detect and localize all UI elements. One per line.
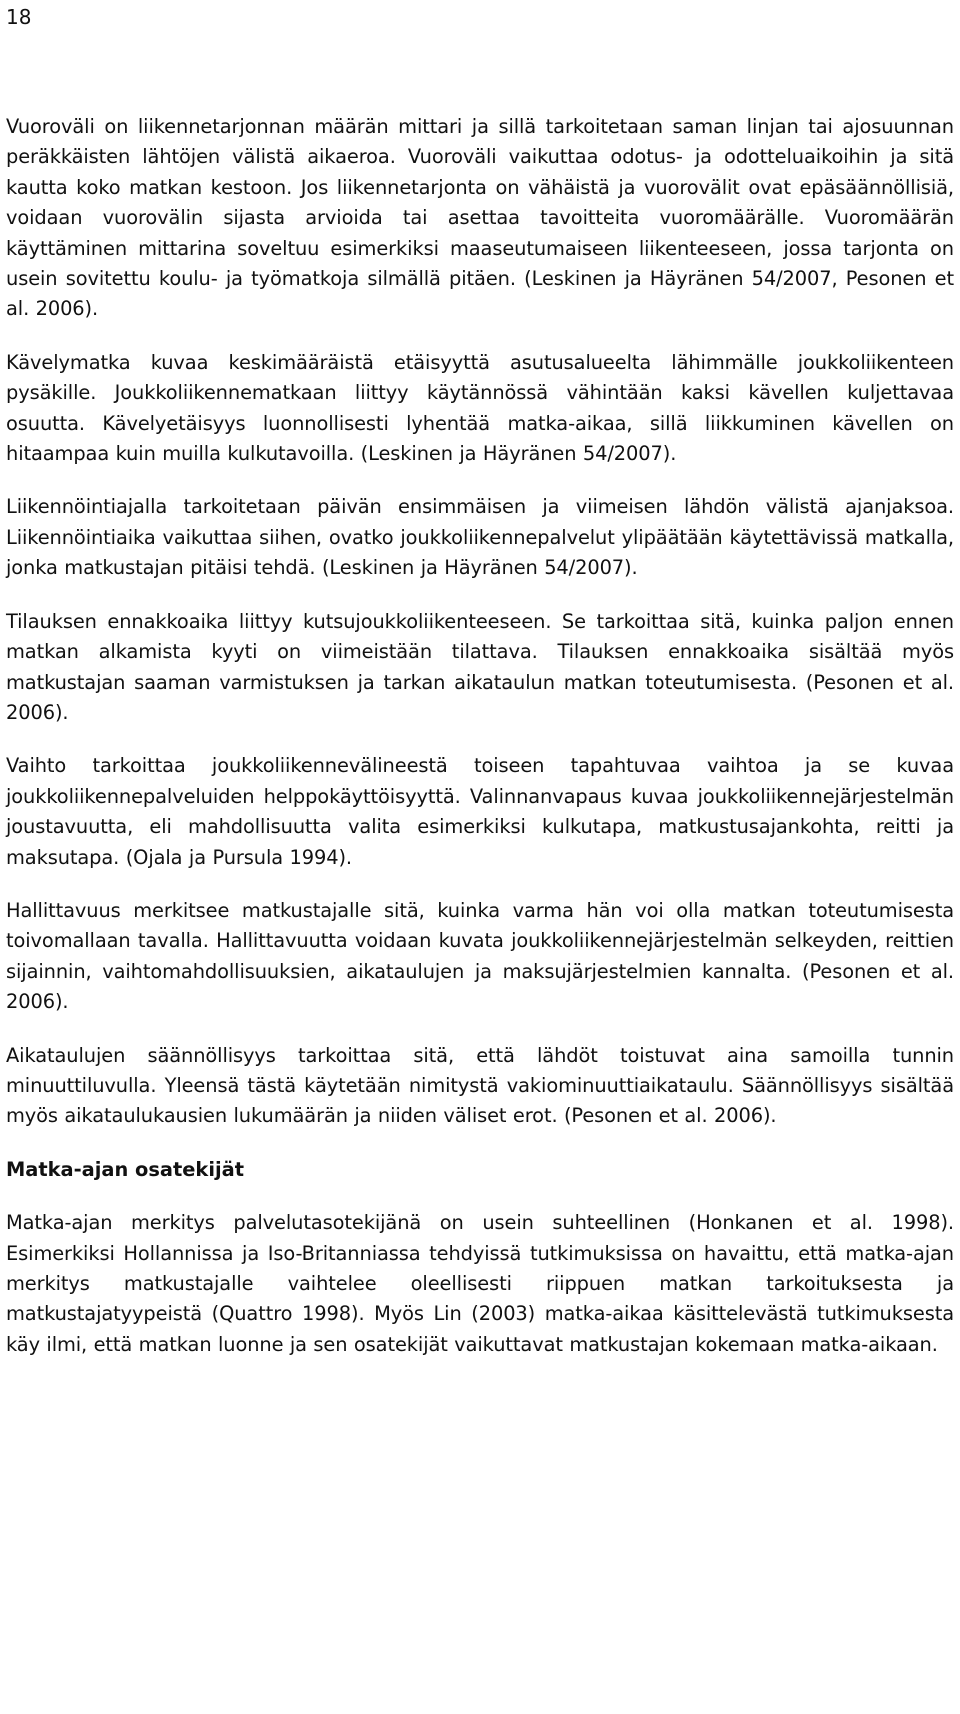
paragraph-controllability: Hallittavuus merkitsee matkustajalle sitä, kuinka varma hän voi olla matkan toteutumisesta toivomallaan tavalla. Hallittavuutta voidaan kuvata joukkoliikennejärjestelmän selkeyden, reittien sijainnin, vaihtomahdollisuuksien, aikataulujen ja maksujärjestelmien kannalta. (Pesonen et al. 2006). (6, 898, 954, 1014)
paragraph-operating-hours: Liikennöintiajalla tarkoitetaan päivän ensimmäisen ja viimeisen lähdön välistä ajanjaksoa. Liikennöintiaika vaikuttaa siihen, ovatko joukkoliikennepalvelut ylipäätään käytettävissä matkalla, jonka matkustajan pitäisi tehdä. (Leskinen ja Häyränen 54/2007). (6, 495, 954, 580)
paragraph-timetable-regularity: Aikataulujen säännöllisyys tarkoittaa sitä, että lähdöt toistuvat aina samoilla tunnin minuuttiluvulla. Yleensä tästä käytetään nimitystä vakiominuuttiaikataulu. Säännöllisyys sisältää myös aikataulukausien lukumäärän ja niiden väliset erot. (Pesonen et al. 2006). (6, 1043, 954, 1128)
paragraph-booking-lead-time: Tilauksen ennakkoaika liittyy kutsujoukkoliikenteeseen. Se tarkoittaa sitä, kuinka paljon ennen matkan alkamista kyyti on viimeistään tilattava. Tilauksen ennakkoaika sisältää myös matkustajan saaman varmistuksen ja tarkan aikataulun matkan toteutumisesta. (Pesonen et al. 2006). (6, 609, 954, 724)
paragraph-headway: Vuoroväli on liikennetarjonnan määrän mittari ja sillä tarkoitetaan saman linjan tai ajosuunnan peräkkäisten lähtöjen välistä aikaeroa. Vuoroväli vaikuttaa odotus- ja odotteluaikoihin ja sitä kautta koko matkan kestoon. Jos liikennetarjonta on vähäistä ja vuorovälit ovat epäsäännöllisiä, voidaan vuorovälin sijasta arvioida tai asettaa tavoitteita vuoromäärälle. Vuoromäärän käyttäminen mittarina soveltuu esimerkiksi maaseutumaiseen liikenteeseen, jossa tarjonta on usein sovitettu koulu- ja työmatkoja silmällä pitäen. (Leskinen ja Häyränen 54/2007, Pesonen et al. 2006). (6, 115, 954, 321)
paragraph-transfer: Vaihto tarkoittaa joukkoliikennevälineestä toiseen tapahtuvaa vaihtoa ja se kuvaa joukkoliikennepalveluiden helppokäyttöisyyttä. Valinnanvapaus kuvaa joukkoliikennejärjestelmän joustavuutta, eli mahdollisuutta valita esimerkiksi kulkutapa, matkustusajankohta, reitti ja maksutapa. (Ojala ja Pursula 1994). (6, 754, 954, 869)
document-body (6, 112, 954, 1383)
page-number: 18 (6, 5, 32, 29)
paragraph-walking-distance: Kävelymatka kuvaa keskimääräistä etäisyyttä asutusalueelta lähimmälle joukkoliikenteen pysäkille. Joukkoliikennematkaan liittyy käytännössä vähintään kaksi kävellen kuljettavaa osuutta. Kävelyetäisyys luonnollisesti lyhentää matka-aikaa, sillä liikkuminen kävellen on hitaampaa kuin muilla kulkutavoilla. (Leskinen ja Häyränen 54/2007). (6, 350, 954, 466)
section-heading: Matka-ajan osatekijät (6, 1157, 244, 1181)
paragraph-travel-time: Matka-ajan merkitys palvelutasotekijänä on usein suhteellinen (Honkanen et al. 1998). Esimerkiksi Hollannissa ja Iso-Britanniassa tehdyissä tutkimuksissa on havaittu, että matka-ajan merkitys matkustajalle vaihtelee oleellisesti riippuen matkan tarkoituksesta ja matkustajatyypeistä (Quattro 1998). Myös Lin (2003) matka-aikaa käsittelevästä tutkimuksesta käy ilmi, että matkan luonne ja sen osatekijät vaikuttavat matkustajan kokemaan matka-aikaan. (6, 1211, 954, 1356)
